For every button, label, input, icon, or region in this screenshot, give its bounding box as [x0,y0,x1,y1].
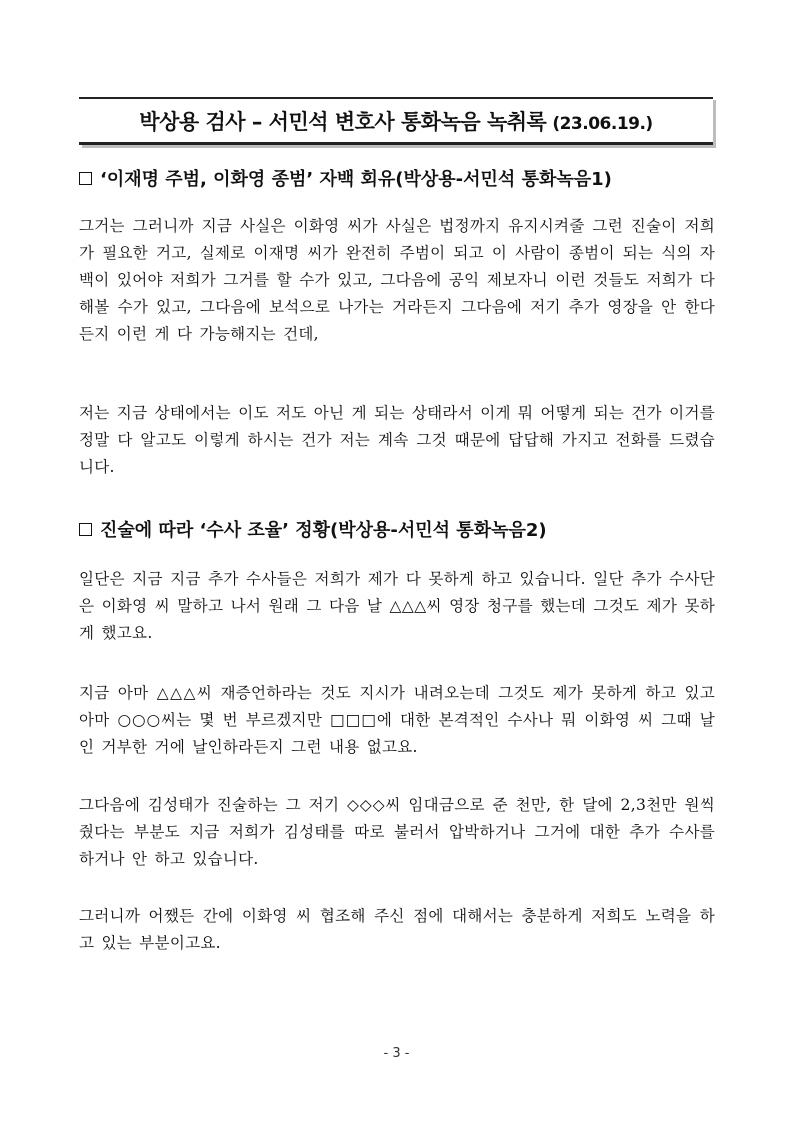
page-number: - 3 - [383,1046,410,1061]
checkbox-square-icon [79,523,92,536]
section-heading-text: ‘이재명 주범, 이화영 종범’ 자백 회유(박상용-서민석 통화녹음1) [100,169,612,190]
document-title-box [79,97,713,145]
title-date: (23.06.19.) [552,113,653,134]
section-2-paragraph-3: 그다음에 김성태가 진술하는 그 저기 ◇◇◇씨 임대금으로 준 천만, 한 달에 2,3천만 원씩 줬다는 부분도 지금 저희가 김성태를 따로 불러서 압박하거나 그거에 대한 추가 수사를 하거나 안 하고 있습니다. [79,796,715,868]
checkbox-square-icon [79,172,92,185]
section-1-paragraph-2: 저는 지금 상태에서는 이도 저도 아닌 게 되는 상태라서 이게 뭐 어떻게 되는 건가 이거를 정말 다 알고도 이렇게 하시는 건가 저는 계속 그것 때문에 답답해 가지고 전화를 드렸습니다. [79,404,715,476]
section-1-paragraph-1: 그거는 그러니까 지금 사실은 이화영 씨가 사실은 법정까지 유지시켜줄 그런 진술이 저희가 필요한 거고, 실제로 이재명 씨가 완전히 주범이 되고 이 사람이 종범이 되는 식의 자백이 있어야 저희가 그거를 할 수가 있고, 그다음에 공익 제보자니 이런 것들도 저희가 다 해볼 수가 있고, 그다음에 보석으로 나가는 거라든지 그다음에 저기 추가 영장을 안 한다든지 이런 게 다 가능해지는 건데, [79,217,715,343]
section-2-paragraph-1: 일단은 지금 지금 추가 수사들은 저희가 제가 다 못하게 하고 있습니다. 일단 추가 수사단은 이화영 씨 말하고 나서 원래 그 다음 날 △△△씨 영장 청구를 했는데 그것도 제가 못하게 했고요. [79,570,715,642]
section-heading-1 [79,165,612,191]
section-heading-text: 진술에 따라 ‘수사 조율’ 정황(박상용-서민석 통화녹음2) [100,520,547,541]
section-2-paragraph-2: 지금 아마 △△△씨 재증언하라는 것도 지시가 내려오는데 그것도 제가 못하게 하고 있고 아마 ○○○씨는 몇 번 부르겠지만 □□□에 대한 본격적인 수사나 뭐 이화영 씨 그때 날인 거부한 거에 날인하라든지 그런 내용 없고요. [79,684,715,756]
title-main: 박상용 검사 – 서민석 변호사 통화녹음 녹취록 [139,109,547,134]
section-heading-2 [79,516,547,542]
section-2-paragraph-4: 그러니까 어쨌든 간에 이화영 씨 협조해 주신 점에 대해서는 충분하게 저희도 노력을 하고 있는 부분이고요. [79,907,715,952]
document-title [139,106,652,136]
